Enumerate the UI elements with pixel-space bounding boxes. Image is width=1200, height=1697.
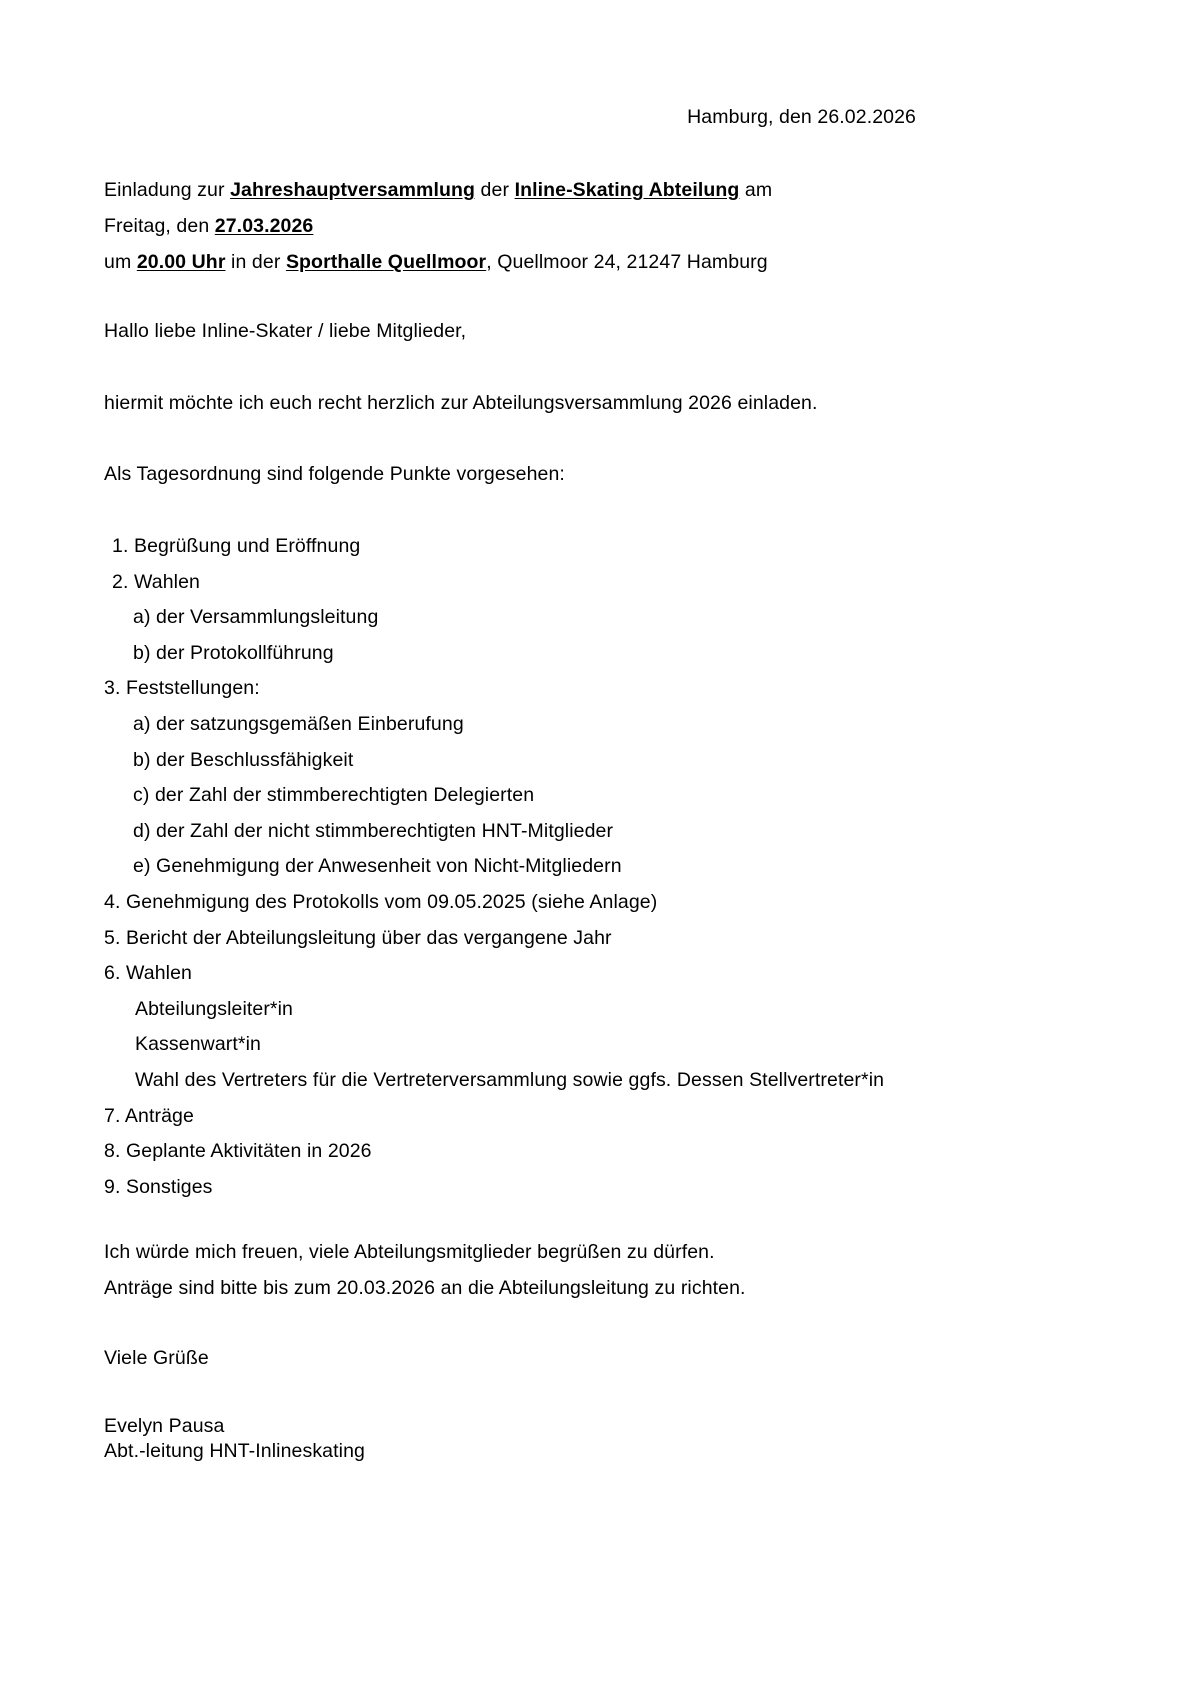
agenda-item: Abteilungsleiter*in [135,997,293,1020]
heading-line-3 [104,244,1084,280]
heading-emphasis-venue: Sporthalle Quellmoor [285,251,487,273]
agenda-item: 4. Genehmigung des Protokolls vom 09.05.2025 (siehe Anlage) [104,890,658,913]
agenda-item: Wahl des Vertreters für die Vertreterversammlung sowie ggfs. Dessen Stellvertreter*in [135,1068,885,1091]
agenda-item: 1. Begrüßung und Eröffnung [112,535,361,557]
agenda-item: 9. Sonstiges [104,1175,213,1198]
agenda-item: a) der satzungsgemäßen Einberufung [133,712,464,735]
agenda-item: 2. Wahlen [112,570,200,593]
signature-role: Abt.-leitung HNT-Inlineskating [104,1440,365,1462]
agenda-item: 8. Geplante Aktivitäten in 2026 [104,1140,372,1163]
signature-name: Evelyn Pausa [104,1415,225,1437]
agenda-item: Kassenwart*in [135,1033,261,1056]
agenda-item: 6. Wahlen [104,962,192,985]
heading-emphasis-meeting-time: 20.00 Uhr [136,251,226,273]
agenda-item: 5. Bericht der Abteilungsleitung über das vergangene Jahr [104,926,612,949]
regards-line: Viele Grüße [104,1347,209,1369]
agenda-item: e) Genehmigung der Anwesenheit von Nicht-Mitgliedern [133,855,622,878]
closing-paragraphs [104,1235,1084,1306]
agenda-item: 7. Anträge [104,1104,194,1127]
intro-paragraph: hiermit möchte ich euch recht herzlich zur Abteilungsversammlung 2026 einladen. [104,392,818,414]
invitation-heading [104,172,1084,280]
date-line: Hamburg, den 26.02.2026 [687,106,916,128]
agenda-item: c) der Zahl der stimmberechtigten Delegierten [133,784,535,807]
heading-line-1-text-b: der [475,179,515,201]
salutation: Hallo liebe Inline-Skater / liebe Mitglieder, [104,320,467,342]
signature-block [104,1414,365,1464]
agenda-item: 3. Feststellungen: [104,677,260,700]
heading-line-2 [104,208,1084,244]
heading-line-3-text-b: in der [225,251,286,273]
agenda-list [104,529,1084,1205]
heading-line-2-text-a: Freitag, den [104,215,215,237]
agenda-item: b) der Beschlussfähigkeit [133,748,354,771]
heading-emphasis-jahreshauptversammlung: Jahreshauptversammlung [230,179,476,201]
closing-line: Anträge sind bitte bis zum 20.03.2026 an die Abteilungsleitung zu richten. [104,1276,746,1299]
heading-line-1-text-a: Einladung zur [104,179,231,201]
heading-emphasis-meeting-date: 27.03.2026 [214,215,314,237]
agenda-item: d) der Zahl der nicht stimmberechtigten HNT-Mitglieder [133,819,614,842]
heading-line-1-text-c: am [739,179,773,201]
agenda-item: b) der Protokollführung [133,641,334,664]
closing-line: Ich würde mich freuen, viele Abteilungsmitglieder begrüßen zu dürfen. [104,1241,715,1263]
heading-line-3-text-c: , Quellmoor 24, 21247 Hamburg [486,251,768,273]
agenda-intro: Als Tagesordnung sind folgende Punkte vorgesehen: [104,463,565,485]
heading-line-1 [104,172,1084,208]
agenda-item: a) der Versammlungsleitung [133,606,379,629]
heading-emphasis-abteilung: Inline-Skating Abteilung [514,179,740,201]
heading-line-3-text-a: um [104,251,137,273]
